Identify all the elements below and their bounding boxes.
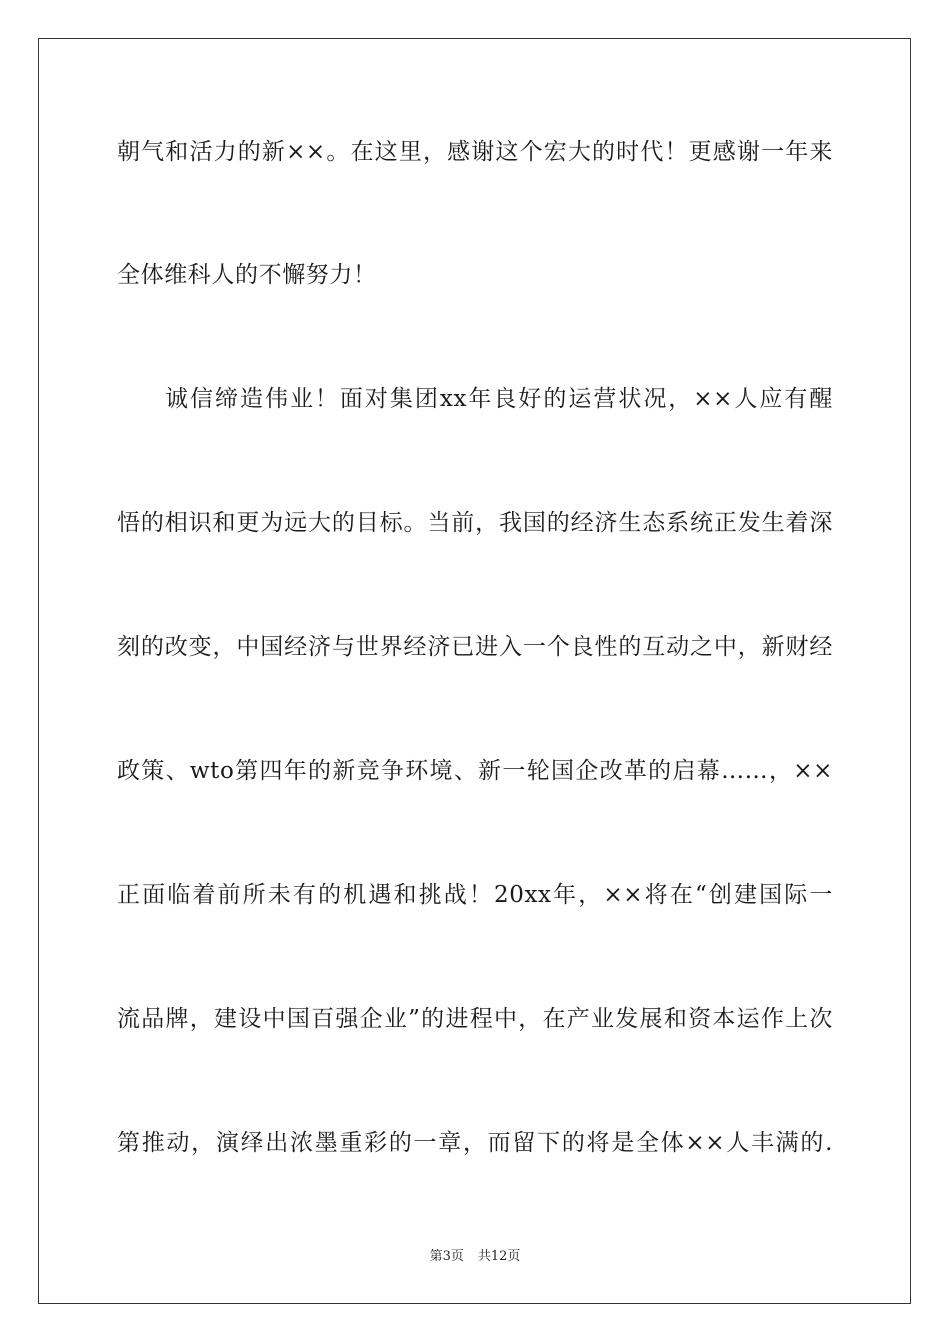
body-line-5: 刻的改变，中国经济与世界经济已进入一个良性的互动之中，新财经: [117, 634, 833, 660]
body-line-3: 诚信缔造伟业！面对集团xx年良好的运营状况，××人应有醒: [165, 386, 833, 412]
page-frame: [38, 38, 911, 1304]
page-footer: [0, 1249, 950, 1265]
body-line-9: 第推动，演绎出浓墨重彩的一章，而留下的将是全体××人丰满的.: [117, 1130, 833, 1156]
body-line-2: 全体维科人的不懈努力！: [117, 262, 377, 288]
body-line-7: 正面临着前所未有的机遇和挑战！20xx年，××将在“创建国际一: [117, 882, 833, 908]
body-line-1: 朝气和活力的新××。在这里，感谢这个宏大的时代！更感谢一年来: [117, 139, 833, 165]
body-line-4: 悟的相识和更为远大的目标。当前，我国的经济生态系统正发生着深: [117, 510, 833, 536]
page-number: 第3页: [429, 1249, 464, 1264]
body-line-8: 流品牌，建设中国百强企业”的进程中，在产业发展和资本运作上次: [117, 1006, 833, 1032]
body-line-6: 政策、wto第四年的新竞争环境、新一轮国企改革的启幕……，××: [117, 758, 833, 784]
page-total: 共12页: [477, 1249, 521, 1264]
